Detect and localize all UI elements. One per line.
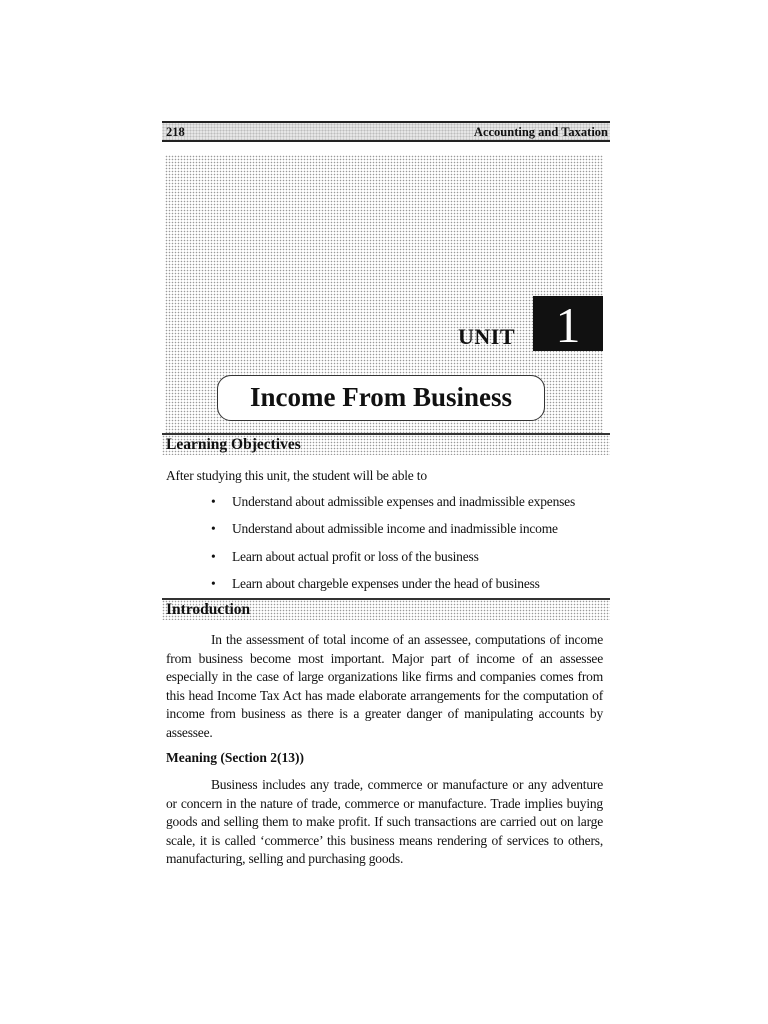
list-item — [211, 549, 575, 576]
learning-objectives-heading: Learning Objectives — [166, 436, 301, 453]
running-title: Accounting and Taxation — [473, 125, 608, 139]
learning-objectives-band — [162, 433, 610, 455]
objective-text: Learn about chargeble expenses under the head of business — [232, 575, 540, 591]
unit-number: 1 — [533, 296, 603, 351]
bullet-icon: • — [211, 548, 216, 564]
meaning-paragraph: Business includes any trade, commerce or manufacture or any adventure or concern in the nature of trade, commerce or manufacture. Trade implies buying goods and selling them to make profit. If such transactions are carried out on large scale, it is called ‘commerce’ this business means rendering of services to others, manufacturing, selling and purchasing goods. — [166, 777, 603, 866]
objective-text: Learn about actual profit or loss of the business — [232, 548, 479, 564]
introduction-band — [162, 598, 610, 620]
bullet-icon: • — [211, 521, 216, 537]
objective-text: Understand about admissible income and inadmissible income — [232, 521, 558, 537]
list-item — [211, 521, 575, 548]
bullet-icon: • — [211, 575, 216, 591]
chapter-title: Income From Business — [217, 375, 545, 421]
meaning-heading: Meaning (Section 2(13)) — [166, 750, 304, 765]
objective-text: Understand about admissible expenses and inadmissible expenses — [232, 494, 576, 509]
page-number: 218 — [166, 125, 185, 139]
introduction-paragraph: In the assessment of total income of an assessee, computations of income from business become most important. Major part of income of an assessee especially in the case of large organizations like firms and companies comes from this head Income Tax Act has made elaborate arrangements for the computation of income from business as there is a greater danger of manipulating accounts by assessee. — [166, 632, 603, 740]
objectives-list — [211, 494, 575, 603]
introduction-heading: Introduction — [166, 601, 251, 618]
bullet-icon: • — [211, 494, 216, 509]
running-header — [162, 121, 610, 142]
objectives-intro: After studying this unit, the student will be able to — [166, 468, 427, 483]
list-item — [211, 494, 575, 521]
unit-label: UNIT — [458, 324, 516, 349]
